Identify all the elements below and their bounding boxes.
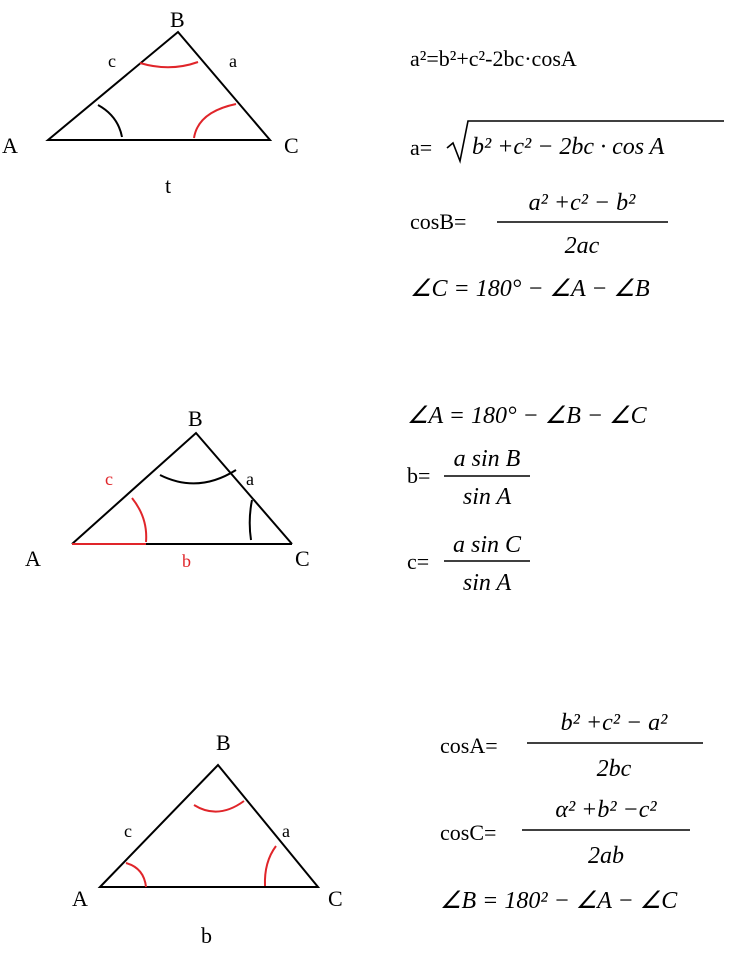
- side-label-c: c: [124, 821, 132, 841]
- angle-arc-C: [194, 104, 236, 138]
- angle-B-formula: ∠B = 180² − ∠A − ∠C: [440, 888, 678, 914]
- angle-A-formula: ∠A = 180° − ∠B − ∠C: [407, 403, 647, 429]
- figure-1-triangle: [2, 7, 299, 198]
- vertex-label-A: A: [72, 886, 88, 911]
- formula-group-3: [440, 710, 703, 914]
- figure-3-caption: b: [201, 923, 212, 948]
- angle-arc-B: [194, 801, 244, 812]
- law-of-cosines-formula: a²=b²+c²-2bc·cosA: [410, 46, 577, 71]
- angle-arc-B: [160, 470, 236, 483]
- cosC-denominator: 2ab: [588, 843, 624, 869]
- side-label-a: a: [229, 51, 237, 71]
- c-denominator: sin A: [462, 570, 512, 596]
- vertex-label-A: A: [25, 546, 41, 571]
- side-a-lhs: a=: [410, 135, 433, 160]
- angle-arc-B: [140, 62, 198, 67]
- b-denominator: sin A: [462, 484, 512, 510]
- vertex-label-A: A: [2, 133, 18, 158]
- angle-arc-A: [132, 498, 146, 542]
- vertex-label-C: C: [284, 133, 299, 158]
- cosB-lhs: cosB=: [410, 209, 467, 234]
- c-lhs: c=: [407, 549, 430, 574]
- side-label-b: b: [182, 551, 191, 571]
- cosC-numerator: α² +b² −c²: [555, 797, 657, 823]
- figure-2-triangle: [25, 406, 310, 571]
- vertex-label-B: B: [188, 406, 203, 431]
- cosB-denominator: 2ac: [564, 233, 600, 259]
- side-label-c: c: [108, 51, 116, 71]
- vertex-label-B: B: [170, 7, 185, 32]
- formula-group-2: [407, 403, 648, 596]
- triangle-1-outline: [48, 32, 270, 140]
- vertex-label-B: B: [216, 730, 231, 755]
- side-label-a: a: [282, 821, 290, 841]
- cosC-lhs: cosC=: [440, 820, 497, 845]
- b-numerator: a sin B: [453, 446, 521, 472]
- formula-group-1: [410, 46, 724, 302]
- angle-arc-C: [250, 500, 252, 540]
- cosA-lhs: cosA=: [440, 733, 498, 758]
- angle-arc-A: [98, 105, 122, 137]
- vertex-label-C: C: [328, 886, 343, 911]
- angle-arc-A: [126, 863, 146, 887]
- angle-C-formula: ∠C = 180° − ∠A − ∠B: [410, 276, 650, 302]
- angle-arc-C: [265, 846, 276, 886]
- b-lhs: b=: [407, 463, 431, 488]
- cosA-numerator: b² +c² − a²: [560, 710, 668, 736]
- cosA-denominator: 2bc: [596, 756, 632, 782]
- c-numerator: a sin C: [452, 532, 522, 558]
- figure-3-triangle: [72, 730, 343, 948]
- vertex-label-C: C: [295, 546, 310, 571]
- figure-1-caption: t: [165, 173, 172, 198]
- side-a-radicand: b² +c² − 2bc · cos A: [472, 134, 665, 160]
- side-label-c: c: [105, 469, 113, 489]
- side-label-a: a: [246, 469, 254, 489]
- cosB-numerator: a² +c² − b²: [528, 190, 636, 216]
